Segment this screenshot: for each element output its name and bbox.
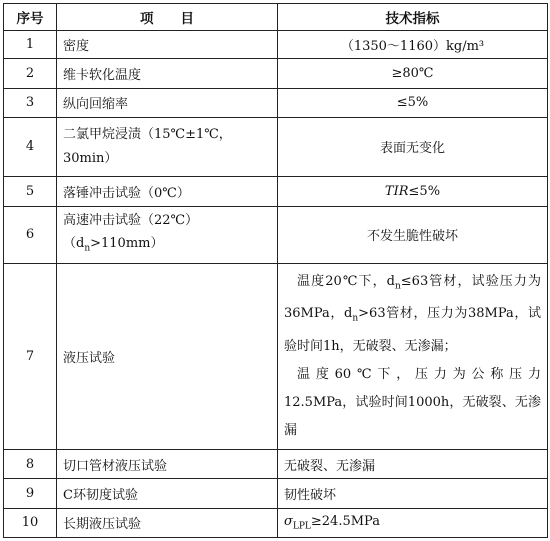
row-item: 切口管材液压试验 [57, 450, 278, 479]
row-no: 7 [4, 263, 57, 450]
row-item: 密度 [57, 31, 278, 59]
sigma-symbol: σ [284, 514, 293, 529]
header-item: 项 目 [57, 4, 278, 31]
spec-paragraph [284, 268, 541, 361]
row-item: 液压试验 [57, 263, 278, 450]
table-row [4, 479, 548, 508]
row-item: 维卡软化温度 [57, 59, 278, 88]
row-spec: ≥80℃ [278, 59, 548, 88]
row-item-line [63, 232, 271, 261]
row-spec: 不发生脆性破坏 [278, 207, 548, 264]
row-spec: （1350～1160）kg/m³ [278, 31, 548, 59]
row-item [57, 118, 278, 177]
tir-symbol: TIR [384, 183, 409, 199]
row-spec [278, 176, 548, 206]
subscript: LPL [292, 521, 311, 532]
row-item-line: 二氯甲烷浸渍（15℃±1℃， [63, 126, 232, 142]
table-header-row [4, 4, 548, 31]
header-spec: 技术指标 [278, 4, 548, 31]
table-row [4, 31, 548, 59]
row-no: 8 [4, 450, 57, 479]
row-item-line: 高速冲击试验（22℃） [63, 212, 199, 228]
row-item: C环韧度试验 [57, 479, 278, 508]
table-row [4, 207, 548, 264]
row-item: 长期液压试验 [57, 508, 278, 537]
spec-text: ≤63管材，试验压力为36MPa，d [284, 273, 541, 322]
row-no: 4 [4, 118, 57, 177]
row-item-line: 30min） [63, 150, 118, 166]
table-row [4, 59, 548, 88]
row-spec [278, 508, 548, 537]
row-no: 9 [4, 479, 57, 508]
row-no: 10 [4, 508, 57, 537]
subscript: n [84, 243, 91, 254]
table-row [4, 118, 548, 177]
table-row [4, 88, 548, 117]
tir-value: ≤5% [408, 183, 441, 199]
table-row [4, 176, 548, 206]
table-row [4, 450, 548, 479]
row-item: 落锤冲击试验（0℃） [57, 176, 278, 206]
header-no: 序号 [4, 4, 57, 31]
subscript: n [352, 313, 359, 324]
row-spec [278, 263, 548, 450]
row-spec: 韧性破坏 [278, 479, 548, 508]
spec-paragraph: 温度60℃下，压力为公称压力12.5MPa，试验时间1000h，无破裂、无渗漏 [284, 366, 541, 438]
table-row [4, 263, 548, 450]
spec-text: ≥24.5MPa [310, 514, 380, 529]
row-no: 5 [4, 176, 57, 206]
spec-table [3, 3, 548, 538]
spec-text: 温度20℃下，d [297, 273, 395, 289]
row-spec: ≤5% [278, 88, 548, 117]
row-item [57, 207, 278, 264]
item-text: （d [63, 235, 85, 251]
subscript: n [394, 281, 401, 292]
row-no: 1 [4, 31, 57, 59]
spec-text: >63管材，压力为38MPa，试验时间1h，无破裂、无渗漏； [284, 306, 542, 354]
item-text: >110mm） [90, 235, 164, 251]
row-no: 6 [4, 207, 57, 264]
table-row [4, 508, 548, 537]
row-no: 3 [4, 88, 57, 117]
row-spec: 表面无变化 [278, 118, 548, 177]
row-no: 2 [4, 59, 57, 88]
row-item: 纵向回缩率 [57, 88, 278, 117]
row-spec: 无破裂、无渗漏 [278, 450, 548, 479]
